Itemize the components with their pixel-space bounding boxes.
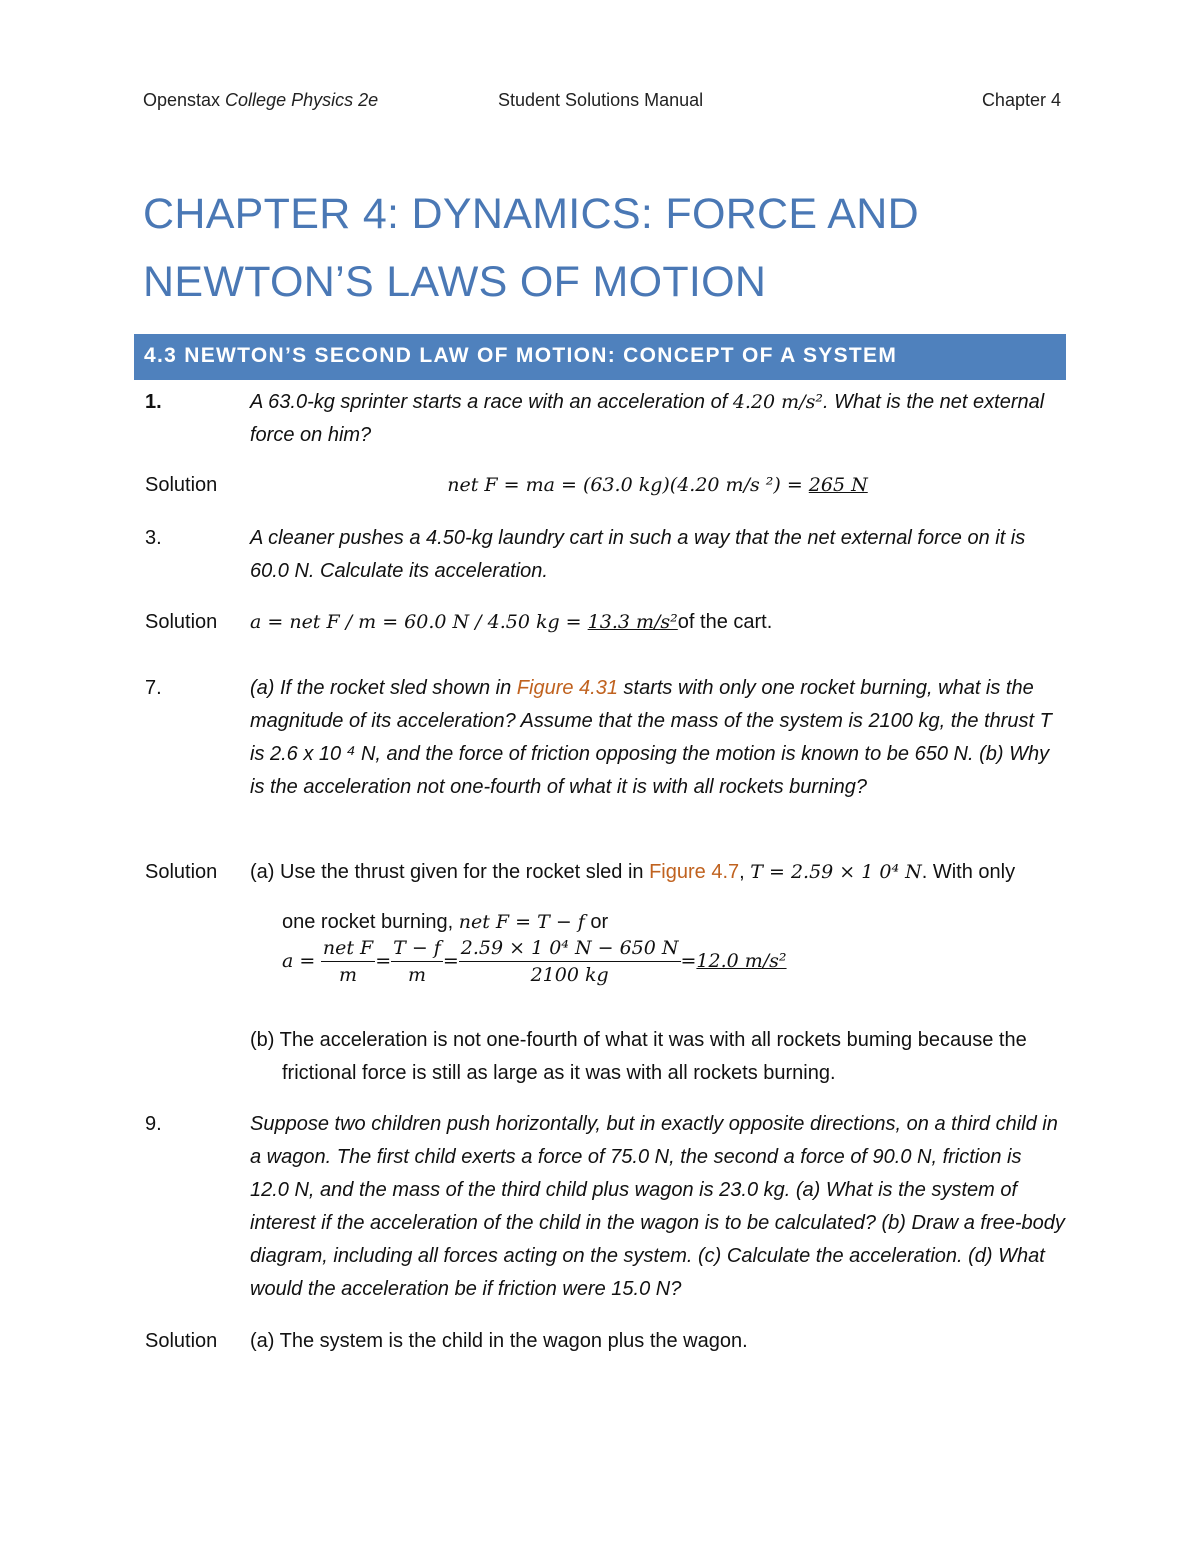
solution-line: one rocket burning, net F = T − f or <box>282 911 609 933</box>
solution-equation: net F = ma = (63.0 kg)(4.20 m/s ²) = 265 N <box>447 474 868 496</box>
problem-number: 1. <box>145 391 162 413</box>
fraction: $\frac{T - f}{m}$ <box>393 937 441 986</box>
header-chapter: Chapter 4 <box>981 90 1061 110</box>
chapter-title-line-2: NEWTON’S LAWS OF MOTION <box>143 258 767 306</box>
fraction: $\frac{\text{2.59 × 1 0⁴ N − 650 N}}{2100 kg}$ <box>460 937 679 986</box>
solution-part-a: (a) The system is the child in the wagon plus the wagon. <box>250 1330 748 1352</box>
solution-label: Solution <box>145 474 218 496</box>
figure-link[interactable]: Figure 4.31 <box>516 677 618 699</box>
solution-answer: 12.0 m/s² <box>696 949 787 972</box>
solution-equation: a = net F / m = 60.0 N / 4.50 kg = 13.3 m/s²of the cart. <box>250 611 773 633</box>
solution-part-b: (b) The acceleration is not one-fourth of what it was with all rockets buming because the frictional force is still as large as it was with all rockets burning. <box>250 1029 1027 1084</box>
problem-number: 9. <box>145 1113 162 1135</box>
problem-text: (a) If the rocket sled shown in Figure 4.31 starts with only one rocket burning, what is the magnitude of its acceleration? Assume that the mass of the system is 2100 kg, the thrust T is 2.6 x 10 ⁴ N, and the force of friction opposing the motion is known to be 650 N. (b) Why is the acceleration not one-fourth of what it is with all rockets burning? <box>250 677 1052 798</box>
acceleration-equation: a = $\frac{\text{net F}}{m}$ = $\frac{T - f}{m}$ = $\frac{\text{2.59 × 1 0⁴ N − 650 N}}{2100 kg}$ =12.0 m/s² <box>282 937 787 986</box>
header-book-title: Openstax College Physics 2e <box>143 90 379 110</box>
header-manual-title: Student Solutions Manual <box>498 90 704 110</box>
solution-part-a <box>250 856 1065 988</box>
solution-label: Solution <box>145 611 218 633</box>
figure-link[interactable]: Figure 4.7 <box>649 861 740 883</box>
chapter-title-line-1: CHAPTER 4: DYNAMICS: FORCE AND <box>143 190 919 238</box>
problem-number: 3. <box>145 527 162 549</box>
problem-text: A cleaner pushes a 4.50-kg laundry cart in such a way that the net external force on it is 60.0 N. Calculate its acceleration. <box>250 527 1026 582</box>
solution-label: Solution <box>145 861 218 883</box>
solution-answer: 13.3 m/s² <box>587 611 678 633</box>
solution-line: (a) Use the thrust given for the rocket sled in Figure 4.7, T = 2.59 × 1 0⁴ N. With only <box>250 861 1016 883</box>
solution-label: Solution <box>145 1330 218 1352</box>
problem-number: 7. <box>145 677 162 699</box>
fraction: $\frac{\text{net F}}{m}$ <box>322 937 374 986</box>
problem-text: Suppose two children push horizontally, but in exactly opposite directions, on a third child in a wagon. The first child exerts a force of 75.0 N, the second a force of 90.0 N, friction is 12.0 N, and the mass of the third child plus wagon is 23.0 kg. (a) What is the system of interest if the acceleration of the child in the wagon is to be calculated? (b) Draw a free-body diagram, including all forces acting on the system. (c) Calculate the acceleration. (d) What would the acceleration be if friction were 15.0 N? <box>250 1113 1065 1300</box>
problem-text: A 63.0-kg sprinter starts a race with an acceleration of 4.20 m/s². What is the net external force on him? <box>250 391 1045 446</box>
section-heading: 4.3 NEWTON’S SECOND LAW OF MOTION: CONCEPT OF A SYSTEM <box>134 334 1066 380</box>
solution-answer: 265 N <box>808 474 868 496</box>
chapter-title <box>143 180 1061 316</box>
